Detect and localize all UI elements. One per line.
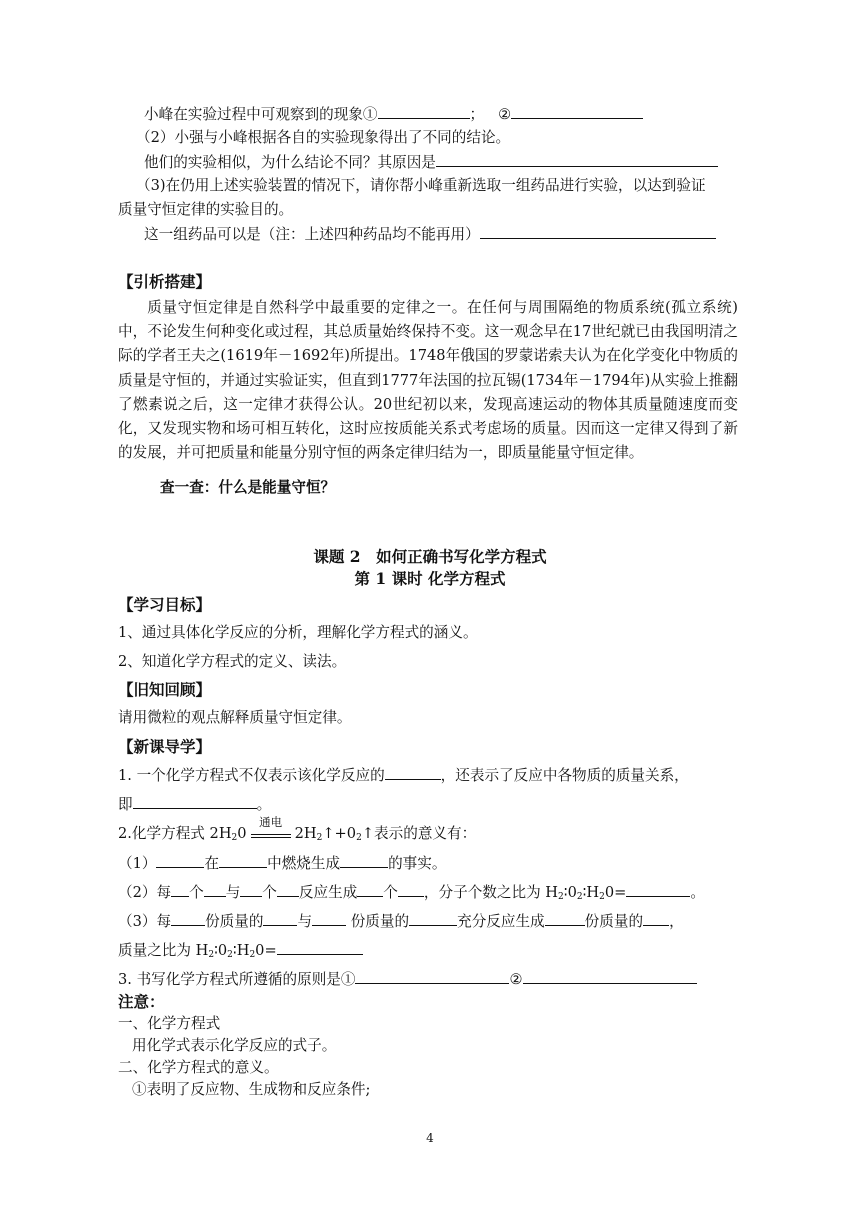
eq-subscript: 2 [316,833,323,843]
semicolon: ； [469,106,485,123]
q1-text-c: 即 [118,796,133,813]
condition-label: 通电 [259,815,283,829]
answer-blank[interactable] [626,882,690,897]
eq-text-a: 2.化学方程式 2H [118,825,232,842]
answer-blank[interactable] [398,882,424,897]
section-heading-review: 【旧知回顾】 [118,680,212,699]
question-1-cont [118,794,271,815]
section-heading-goals: 【学习目标】 [118,595,212,614]
q24-b: ∶0 [214,942,228,959]
q1-text-a: 1. 一个化学方程式不仅表示该化学反应的 [118,767,385,784]
q24-a: 质量之比为 H [118,942,209,959]
exp-line-3-text: 他们的实验相似，为什么结论不同？其原因是 [144,154,436,171]
q22-k: 。 [690,884,705,901]
note-1-text: 用化学式表示化学反应的式子。 [132,1037,337,1054]
section-heading-yinxi: 【引析搭建】 [118,272,212,291]
answer-blank[interactable] [240,882,262,897]
q1-text-b: ，还表示了反应中各物质的质量关系， [440,767,689,784]
answer-blank[interactable] [171,882,189,897]
answer-blank[interactable] [156,853,204,868]
question-2-3 [118,911,684,932]
answer-blank[interactable] [277,882,299,897]
q24-c: ∶H [232,942,250,959]
exp-line-2: （2）小强与小峰根据各自的实验现象得出了不同的结论。 [136,129,511,146]
question-2-4: 质量之比为 $H_2∶0_2∶H_20=$ [118,940,363,965]
q21-a: （1） [118,855,157,872]
answer-blank[interactable] [436,152,718,167]
question-2-equation [118,815,477,848]
goal-item-2: 2、知道化学方程式的定义、读法。 [118,653,347,670]
check-question-text: 查一查：什么是能量守恒？ [160,479,336,496]
question-1 [118,765,689,786]
answer-blank[interactable] [277,940,363,955]
goal-item-1: 1、通过具体化学反应的分析，理解化学方程式的涵义。 [118,624,478,641]
circle-2: ② [498,106,512,123]
exp-line-4: （3)在仍用上述实验装置的情况下，请你帮小峰重新选取一组药品进行实验，以达到验证 [136,177,706,194]
eq-subscript: 2 [231,833,238,843]
exp-line-3 [144,152,718,173]
exp-line-5: 质量守恒定律的实验目的。 [118,201,294,218]
eq-text-e: ↑表示的意义有： [361,825,477,842]
q23-d: 份质量的 [346,913,410,930]
answer-blank[interactable] [312,911,346,926]
notes-heading: 注意： [118,992,165,1011]
q22-a: （2）每 [118,884,172,901]
exp-line-6-text: 这一组药品可以是（注：上述四种药品均不能再用） [144,226,480,243]
answer-blank[interactable] [355,969,509,984]
exp-line-1-text: 小峰在实验过程中可观察到的现象① [144,106,378,123]
answer-blank[interactable] [378,104,470,119]
q22-h: ∶0 [563,884,577,901]
question-2-1 [118,853,446,874]
q23-f: 份质量的 [584,913,644,930]
q23-g: ， [669,913,684,930]
answer-blank[interactable] [204,882,226,897]
q21-d: 的事实。 [388,855,447,872]
answer-blank[interactable] [263,911,297,926]
q22-j: 0= [604,884,627,901]
page-number: 4 [426,1131,434,1145]
exp-line-6 [144,224,716,245]
lesson-title: 课题 2 如何正确书写化学方程式 [313,547,547,566]
exp-line-1 [144,104,643,125]
question-3 [118,969,697,990]
lesson-subtitle: 第 1 课时 化学方程式 [354,569,506,588]
answer-blank[interactable] [643,911,669,926]
answer-blank[interactable] [133,794,257,809]
note-2-text: ①表明了反应物、生成物和反应条件; [132,1081,371,1098]
q3-b: ② [509,971,523,988]
answer-blank[interactable] [171,911,205,926]
q21-b: 在 [204,855,220,872]
q22-i: ∶H [582,884,600,901]
eq-text-c: 2H [294,825,317,842]
q23-a: （3）每 [118,913,172,930]
q1-text-d: 。 [256,796,272,813]
answer-blank[interactable] [219,853,267,868]
q24-d: 0= [255,942,277,959]
q22-c: 与 [225,884,241,901]
eq-text-b: 0 [237,825,247,842]
q3-a: 3. 书写化学方程式所遵循的原则是① [118,971,356,988]
q22-b: 个 [189,884,204,901]
q22-e: 反应生成 [298,884,358,901]
eq-text-d: ↑+0 [322,825,357,842]
review-text: 请用微粒的观点解释质量守恒定律。 [118,709,352,726]
question-2-2: （2）每 个 与 个 反应生成 个 ，分子个数之比为 $H_2∶0_2∶H_20=$ 。 [118,884,705,902]
eq-subscript: 2 [356,833,362,843]
reaction-condition [251,815,291,838]
q22-d: 个 [262,884,277,901]
section-heading-newlesson: 【新课导学】 [118,737,212,756]
note-1-title: 一、化学方程式 [118,1015,221,1032]
check-question [160,478,335,498]
answer-blank[interactable] [523,969,697,984]
q23-e: 充分反应生成 [457,913,545,930]
answer-blank[interactable] [385,765,441,780]
note-2-title: 二、化学方程式的意义。 [118,1059,279,1076]
answer-blank[interactable] [545,911,585,926]
equal-bar [251,834,291,838]
q22-g: ，分子个数之比为 H [423,884,559,901]
answer-blank[interactable] [480,224,716,239]
q23-b: 份质量的 [205,913,264,930]
answer-blank[interactable] [340,853,388,868]
yinxi-paragraph: 质量守恒定律是自然科学中最重要的定律之一。在任何与周围隔绝的物质系统(孤立系统)中，不论发生何种变化或过程，其总质量始终保持不变。这一观念早在17世纪就已由我国明清之际的学者王夫之(1619年－1692年)所提出。1748年俄国的罗蒙诺索夫认为在化学变化中物质的质量是守恒的，并通过实验证实，但直到1777年法国的拉瓦锡(1734年－1794年)从实验上推翻了燃素说之后，这一定律才获得公认。20世纪初以来，发现高速运动的物体其质量随速度而变化，又发现实物和场可相互转化，这时应按质能关系式考虑场的质量。因而这一定律又得到了新的发展，并可把质量和能量分别守恒的两条定律归结为一，即质量能量守恒定律。 [118,299,738,462]
answer-blank[interactable] [511,104,643,119]
q22-f: 个 [383,884,398,901]
answer-blank[interactable] [357,882,383,897]
q23-c: 与 [297,913,313,930]
q21-c: 中燃烧生成 [267,855,341,872]
answer-blank[interactable] [409,911,457,926]
